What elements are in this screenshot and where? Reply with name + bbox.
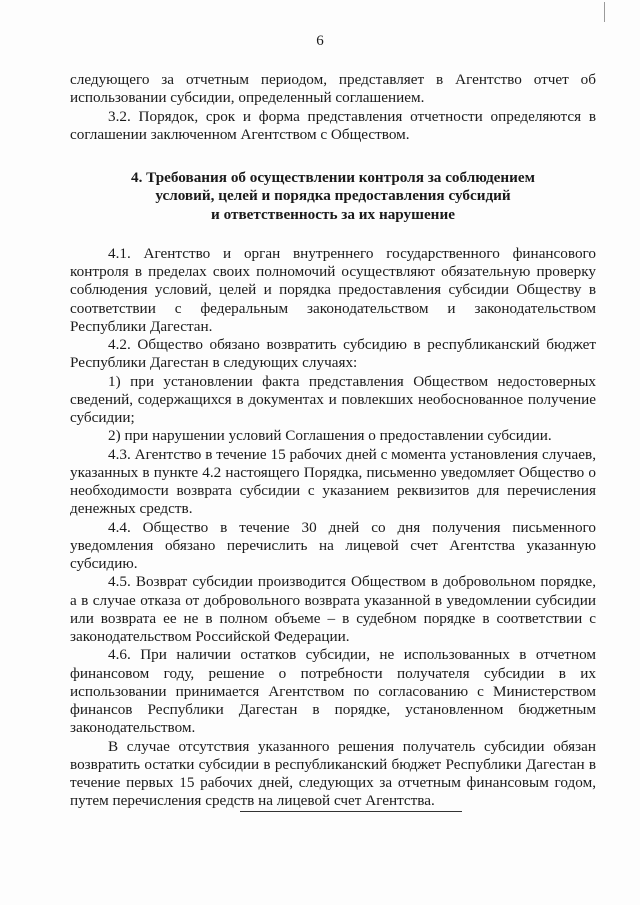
paragraph-4-1: 4.1. Агентство и орган внутреннего государственного финансового контроля в пределах своих полномочий осуществляют обязательную проверку соблюдения условий, целей и порядка предоставления субсидии Обществу в соответствии с федеральным законодательством и законодательством Республики Дагестан.: [70, 244, 596, 335]
section-heading-line: условий, целей и порядка предоставления субсидий: [155, 187, 511, 205]
page-number: 6: [316, 33, 324, 49]
document-body: [70, 71, 596, 811]
section-heading: [70, 169, 596, 224]
paragraph-4-6: 4.6. При наличии остатков субсидии, не использованных в отчетном финансовом году, решение о потребности получателя субсидии в их использовании принимается Агентством по согласованию с Министерством финансов Республики Дагестан в порядке, установленном бюджетным законодательством.: [70, 646, 596, 737]
list-item-1: 1) при установлении факта представления Обществом недостоверных сведений, содержащихся в документах и повлекших необоснованное получение субсидии;: [70, 372, 596, 426]
paragraph-4-3: 4.3. Агентство в течение 15 рабочих дней с момента установления случаев, указанных в пункте 4.2 настоящего Порядка, письменно уведомляет Общество о необходимости возврата субсидии с указанием реквизитов для перечисления денежных средств.: [70, 445, 596, 518]
end-of-document-line: [240, 811, 462, 812]
paragraph-3-2: 3.2. Порядок, срок и форма представления отчетности определяются в соглашении заключенном Агентством с Обществом.: [70, 107, 596, 143]
section-heading-line: и ответственность за их нарушение: [211, 205, 455, 223]
paragraph-4-2: 4.2. Общество обязано возвратить субсидию в республиканский бюджет Республики Дагестан в следующих случаях:: [70, 336, 596, 372]
list-item-2: 2) при нарушении условий Соглашения о предоставлении субсидии.: [108, 427, 552, 445]
paragraph-4-4: 4.4. Общество в течение 30 дней со дня получения письменного уведомления обязано перечислить на лицевой счет Агентства указанную субсидию.: [70, 518, 596, 572]
paragraph-4-5: 4.5. Возврат субсидии производится Обществом в добровольном порядке, а в случае отказа от добровольного возврата указанной в уведомлении субсидии или возврата ее не в полном объеме – в судебном порядке в соответствии с законодательством Российской Федерации.: [70, 573, 596, 645]
paragraph-continuation: следующего за отчетным периодом, представляет в Агентство отчет об использовании субсидии, определенный соглашением.: [70, 71, 596, 107]
section-heading-line: 4. Требования об осуществлении контроля за соблюдением: [130, 169, 536, 186]
paragraph-final: В случае отсутствия указанного решения получатель субсидии обязан возвратить остатки субсидии в республиканский бюджет Республики Дагестан в течение первых 15 рабочих дней, следующих за отчетным финансовым годом, путем перечисления средств на лицевой счет Агентства.: [70, 737, 596, 810]
scan-artifact-line: [604, 2, 605, 22]
